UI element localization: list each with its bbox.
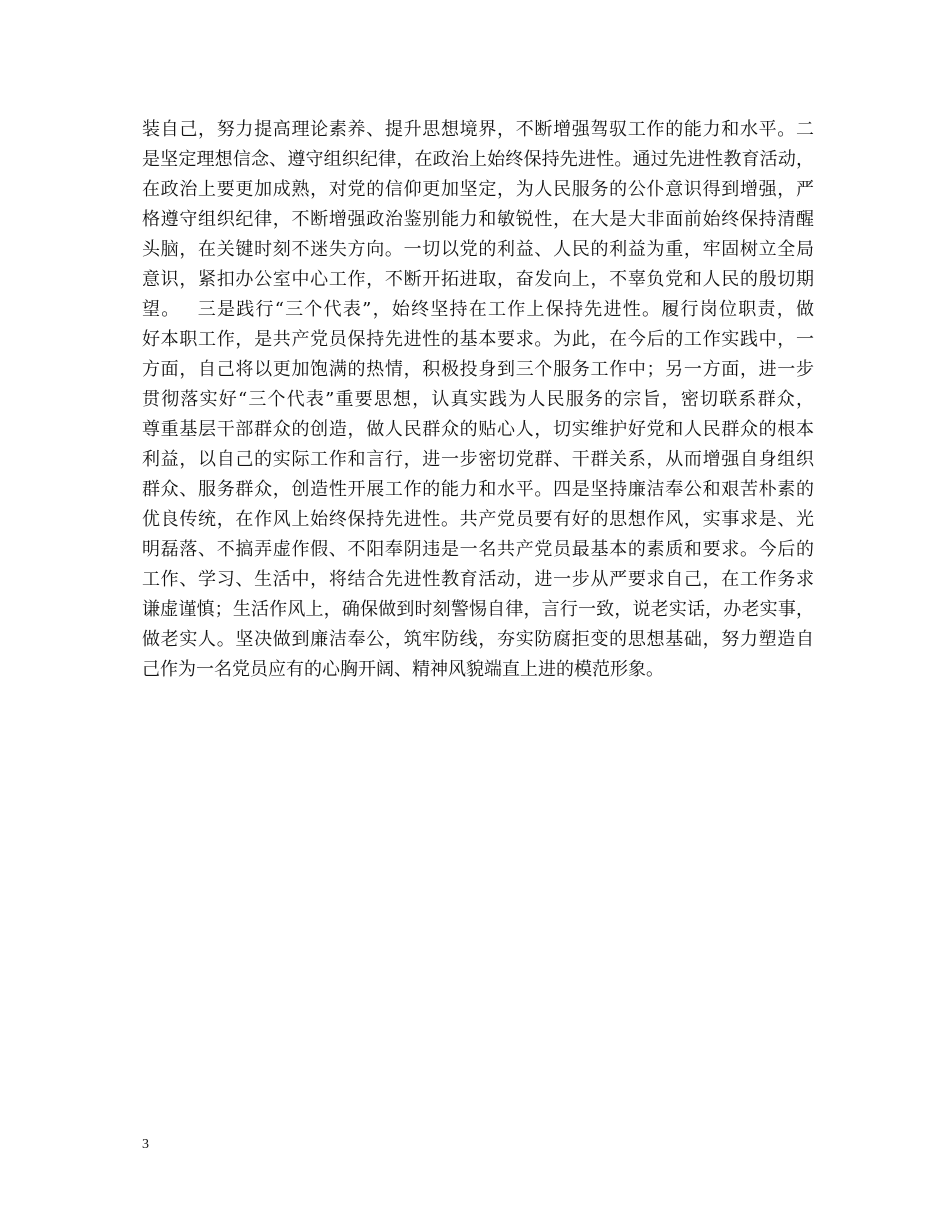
text-line: 利益，以自己的实际工作和言行，进一步密切党群、干群关系，从而增强自身组织 [142,449,814,470]
text-line: 意识，紧扣办公室中心工作，不断开拓进取，奋发向上，不辜负党和人民的殷切期 [142,269,814,290]
text-line: 贯彻落实好“三个代表”重要思想，认真实践为人民服务的宗旨，密切联系群众， [142,389,814,410]
text-line: 群众、服务群众，创造性开展工作的能力和水平。四是坚持廉洁奉公和艰苦朴素的 [142,479,814,500]
text-line: 优良传统，在作风上始终保持先进性。共产党员要有好的思想作风，实事求是、光 [142,509,814,530]
text-line: 己作为一名党员应有的心胸开阔、精神风貌端直上进的模范形象。 [142,659,664,680]
text-line: 谦虚谨慎；生活作风上，确保做到时刻警惕自律，言行一致，说老实话，办老实事， [142,599,814,620]
text-line: 方面，自己将以更加饱满的热情，积极投身到三个服务工作中；另一方面，进一步 [142,359,814,380]
text-line: 格遵守组织纪律，不断增强政治鉴别能力和敏锐性，在大是大非面前始终保持清醒 [142,209,814,230]
text-line: 在政治上要更加成熟，对党的信仰更加坚定，为人民服务的公仆意识得到增强，严 [142,179,814,200]
text-line: 是坚定理想信念、遵守组织纪律，在政治上始终保持先进性。通过先进性教育活动， [142,149,814,170]
text-line: 工作、学习、生活中，将结合先进性教育活动，进一步从严要求自己，在工作务求 [142,569,814,590]
text-line: 望。 三是践行“三个代表”，始终坚持在工作上保持先进性。履行岗位职责，做 [142,299,814,320]
text-line: 明磊落、不搞弄虚作假、不阳奉阴违是一名共产党员最基本的素质和要求。今后的 [142,539,814,560]
body-paragraph [142,115,814,685]
page-number: 3 [142,1137,149,1152]
text-line: 头脑，在关键时刻不迷失方向。一切以党的利益、人民的利益为重，牢固树立全局 [142,239,814,260]
text-line: 装自己，努力提高理论素养、提升思想境界，不断增强驾驭工作的能力和水平。二 [142,119,814,140]
text-line: 尊重基层干部群众的创造，做人民群众的贴心人，切实维护好党和人民群众的根本 [142,419,814,440]
text-line: 做老实人。坚决做到廉洁奉公，筑牢防线，夯实防腐拒变的思想基础，努力塑造自 [142,629,814,650]
text-line: 好本职工作，是共产党员保持先进性的基本要求。为此，在今后的工作实践中，一 [142,329,814,350]
